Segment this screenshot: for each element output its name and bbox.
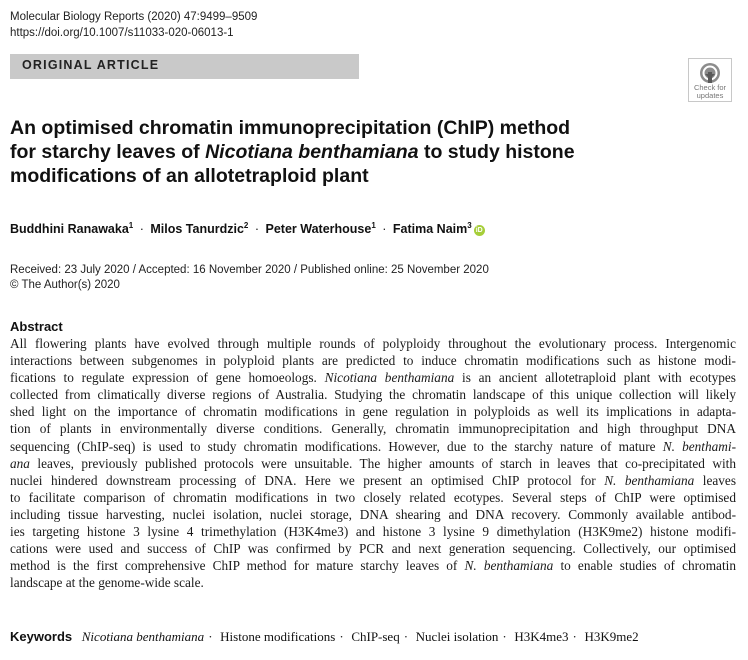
keyword-item: Nuclei isolation — [415, 629, 499, 644]
keyword-separator: · — [339, 629, 344, 644]
journal-citation: Molecular Biology Reports (2020) 47:9499–9509 — [10, 11, 258, 23]
abstract-line: sequencing (ChIP-seq) is used to study chromatin modifications. However, due to the starchy nature of mature N. benthami- — [10, 438, 737, 454]
affiliation-marker: 1 — [128, 221, 134, 230]
author-name[interactable]: Peter Waterhouse — [265, 222, 372, 237]
abstract-line: including tissue harvesting, nuclei isolation, nuclei storage, DNA shearing and DNA recovery. Commonly available antibod- — [10, 506, 736, 522]
abstract-line: collected from climatically diverse regions of Australia. Studying the chromatin landscape of this unique collection will likely — [10, 387, 736, 403]
abstract-text — [10, 335, 736, 591]
keyword-item: Histone modifications — [220, 629, 336, 644]
affiliation-marker: 3 — [467, 221, 472, 230]
keywords-section — [10, 628, 639, 646]
orcid-icon[interactable]: iD — [475, 227, 483, 235]
keywords-label: Keywords — [10, 629, 73, 644]
doi-link[interactable]: https://doi.org/10.1007/s11033-020-06013-1 — [10, 27, 234, 39]
abstract-line: ana leaves, previously published protocols were unsuitable. The higher amounts of starch in leaves that co-precipitated with — [10, 455, 736, 471]
author-separator: · — [139, 222, 144, 237]
author-separator: · — [254, 222, 260, 237]
crossmark-icon — [699, 62, 721, 84]
abstract-line: ies targeting histone 3 lysine 4 trimethylation (H3K4me3) and histone 3 lysine 9 dimethylation (H3K9me2) histone modifi- — [10, 524, 736, 540]
history-dates: Received: 23 July 2020 / Accepted: 16 November 2020 / Published online: 25 November 2020 — [10, 264, 489, 276]
journal-header — [10, 9, 257, 41]
abstract-line: to facilitate comparison of chromatin modifications in two closely related ecotypes. Several steps of ChIP were optimised — [10, 489, 736, 505]
article-type-banner: ORIGINAL ARTICLE — [10, 54, 359, 79]
author-name[interactable]: Fatima Naim — [392, 222, 468, 237]
abstract-line: landscape at the genome-wide scale. — [10, 575, 204, 591]
title-species: Nicotiana benthamiana — [205, 141, 419, 163]
abstract-line: nuclei hindered downstream processing of DNA. Here we present an optimised ChIP protocol for N. benthamiana leaves — [10, 472, 736, 488]
title-line-1: An optimised chromatin immunoprecipitation (ChIP) method — [10, 117, 571, 139]
keyword-separator: · — [208, 629, 213, 644]
keyword-separator: · — [502, 629, 507, 644]
abstract-line: cations were used and success of ChIP was confirmed by PCR and next generation sequencing. Collectively, our optimised — [10, 541, 736, 557]
author-list — [10, 217, 485, 238]
abstract-line: shed light on the importance of chromatin modifications in gene regulation in polyploids as well its implications in adapta- — [10, 404, 736, 420]
keyword-item: H3K4me3 — [514, 629, 569, 644]
abstract-line: method is the first comprehensive ChIP method for mature starchy leaves of N. benthamiana to enable studies of chromatin — [10, 558, 736, 574]
paper-title — [10, 116, 650, 188]
abstract-line: tion of plants in environmentally diverse conditions. Generally, chromatin immunoprecipitation and high throughput DNA — [10, 421, 736, 437]
keyword-item: ChIP-seq — [351, 629, 400, 644]
keyword-item: H3K9me2 — [584, 629, 639, 644]
author-name[interactable]: Buddhini Ranawaka — [10, 222, 129, 237]
abstract-line: fications to regulate expression of gene homoeologs. Nicotiana benthamiana is an ancient allotetraploid plant with ecotypes — [10, 370, 736, 386]
publication-dates — [10, 263, 489, 293]
check-for-updates-badge[interactable] — [688, 58, 732, 102]
author-name[interactable]: Milos Tanurdzic — [150, 222, 244, 237]
keyword-separator: · — [403, 629, 409, 644]
copyright-line: © The Author(s) 2020 — [10, 279, 120, 291]
affiliation-marker: 2 — [243, 221, 249, 230]
affiliation-marker: 1 — [371, 221, 376, 230]
keyword-item: Nicotiana benthamiana — [81, 629, 205, 644]
keyword-separator: · — [572, 629, 577, 644]
abstract-line: interactions between subgenomes in polyploid plants are predicted to induce chromatin modifications such as histone modi- — [10, 353, 736, 369]
abstract-heading: Abstract — [10, 319, 63, 334]
check-for-label: Check for — [693, 83, 727, 92]
title-line-3: modifications of an allotetraploid plant — [10, 165, 369, 187]
author-separator: · — [382, 222, 387, 237]
title-line-2b: to study histone — [418, 141, 575, 163]
updates-label: updates — [696, 91, 724, 100]
abstract-line: All flowering plants have evolved through multiple rounds of polyploidy throughout the evolutionary process. Intergenomic — [10, 336, 736, 351]
title-line-2a: for starchy leaves of — [10, 141, 206, 163]
